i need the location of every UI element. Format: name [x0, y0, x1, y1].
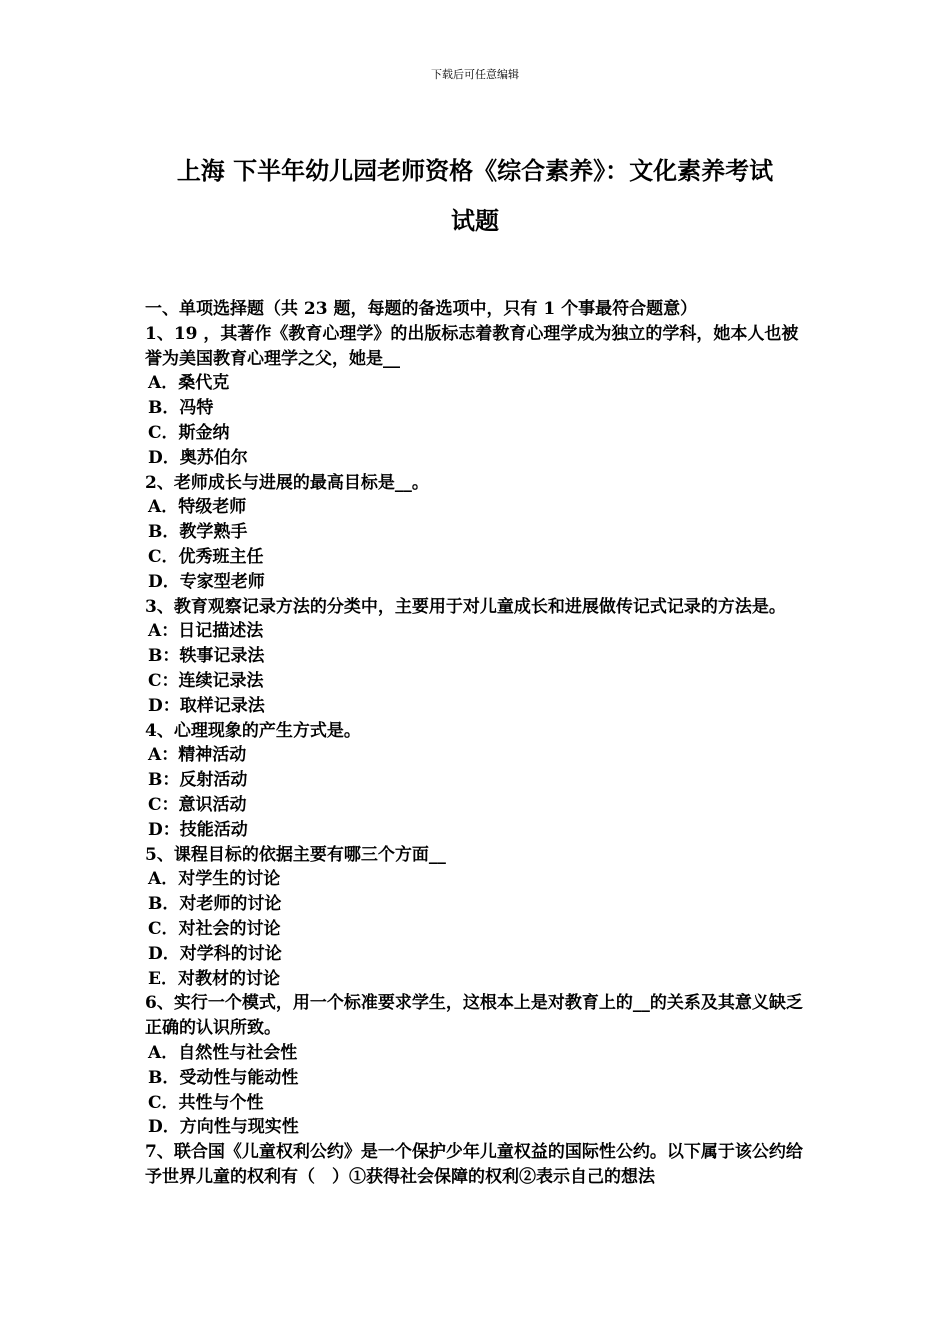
question-block — [145, 1140, 811, 1190]
option-item: B．对老师的讨论 — [148, 894, 282, 915]
question-stem: 7、联合国《儿童权利公约》是一个保护少年儿童权益的国际性公约。以下属于该公约给予世界儿童的权利有（ ）①获得社会保障的权利②表示自己的想法 — [145, 1142, 803, 1187]
option-item: A．桑代克 — [148, 373, 230, 394]
option-item: D：取样记录法 — [148, 695, 265, 716]
option-item: C．共性与个性 — [148, 1092, 264, 1113]
option-item: B．教学熟手 — [148, 522, 248, 543]
question-block — [145, 719, 811, 843]
question-stem: 3、教育观察记录方法的分类中，主要用于对儿童成长和进展做传记式记录的方法是。 — [145, 596, 786, 617]
option-item: B．冯特 — [148, 398, 214, 419]
option-item: A．对学生的讨论 — [148, 869, 281, 890]
question-stem: 2、老师成长与进展的最高目标是__。 — [145, 472, 429, 493]
question-block — [145, 991, 811, 1140]
title-line-2: 试题 — [451, 207, 499, 235]
option-item: B：反射活动 — [148, 770, 248, 791]
option-item: D．专家型老师 — [148, 571, 265, 592]
question-stem: 6、实行一个模式，用一个标准要求学生，这根本上是对教育上的__的关系及其意义缺乏正确的认识所致。 — [145, 993, 803, 1039]
page-header: 下载后可任意编辑 — [431, 68, 519, 81]
question-stem: 4、心理现象的产生方式是。 — [145, 720, 361, 741]
option-item: D．奥苏伯尔 — [148, 447, 248, 468]
question-stem: 5、课程目标的依据主要有哪三个方面__ — [145, 844, 446, 865]
question-block — [145, 471, 811, 595]
option-item: C．对社会的讨论 — [148, 918, 281, 939]
option-item: C：连续记录法 — [148, 670, 264, 691]
option-item: C．斯金纳 — [148, 422, 230, 443]
option-item: B：轶事记录法 — [148, 646, 265, 667]
question-block — [145, 595, 811, 719]
option-item: A．自然性与社会性 — [148, 1042, 298, 1063]
title-line-1: 上海 下半年幼儿园老师资格《综合素养》：文化素养考试 — [176, 157, 774, 185]
question-block — [145, 843, 811, 992]
option-item: A：日记描述法 — [148, 621, 264, 642]
question-stem: 1、19 ，其著作《教育心理学》的出版标志着教育心理学成为独立的学科，她本人也被誉为美国教育心理学之父，她是__ — [145, 323, 799, 369]
option-item: A：精神活动 — [148, 745, 247, 766]
option-item: C：意识活动 — [148, 794, 247, 815]
option-item: D：技能活动 — [148, 819, 248, 840]
option-item: D．方向性与现实性 — [148, 1117, 299, 1138]
option-item: E．对教材的讨论 — [148, 968, 280, 989]
option-item: B．受动性与能动性 — [148, 1067, 299, 1088]
document-title — [125, 146, 825, 246]
option-item: C．优秀班主任 — [148, 546, 264, 567]
option-item: A．特级老师 — [148, 497, 247, 518]
option-item: D．对学科的讨论 — [148, 943, 282, 964]
section-heading: 一、单项选择题（共 23 题，每题的备选项中，只有 1 个事最符合题意） — [145, 299, 698, 319]
question-block — [145, 322, 811, 471]
document-body — [145, 297, 811, 1190]
